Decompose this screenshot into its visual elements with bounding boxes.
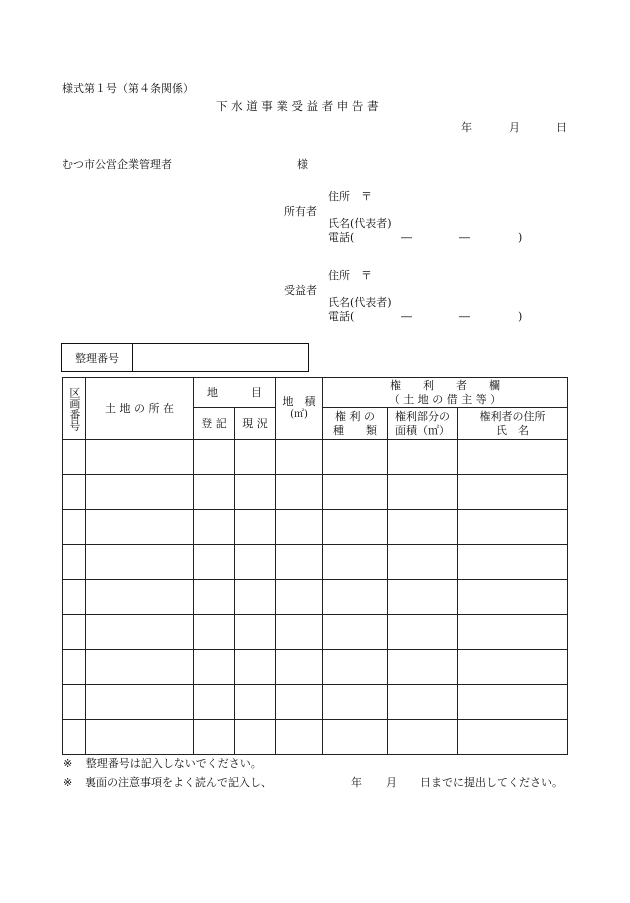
section-number-cell[interactable] <box>63 510 86 545</box>
owner-address-label: 住所 〒 <box>328 190 372 203</box>
header-land-category: 地 目 <box>194 378 276 408</box>
holder-address-cell[interactable] <box>458 510 568 545</box>
land-location-cell[interactable] <box>86 475 194 510</box>
right-type-cell[interactable] <box>323 440 388 475</box>
land-table <box>62 377 568 755</box>
header-actual: 現 況 <box>235 408 276 440</box>
table-row <box>63 580 568 615</box>
right-type-cell[interactable] <box>323 580 388 615</box>
section-number-cell[interactable] <box>63 475 86 510</box>
note-2-year: 年 <box>351 776 362 789</box>
right-area-cell[interactable] <box>388 720 458 755</box>
holder-address-cell[interactable] <box>458 545 568 580</box>
beneficiary-label: 受益者 <box>284 284 317 297</box>
note-2-month: 月 <box>386 776 397 789</box>
note-2 <box>63 777 573 791</box>
holder-address-cell[interactable] <box>458 475 568 510</box>
right-area-cell[interactable] <box>388 685 458 720</box>
section-number-cell[interactable] <box>63 580 86 615</box>
registered-category-cell[interactable] <box>194 475 235 510</box>
right-area-cell[interactable] <box>388 510 458 545</box>
header-land-location: 土 地 の 所 在 <box>86 378 194 440</box>
land-location-cell[interactable] <box>86 510 194 545</box>
honorific: 様 <box>297 158 308 171</box>
actual-category-cell[interactable] <box>235 650 276 685</box>
registered-category-cell[interactable] <box>194 615 235 650</box>
actual-category-cell[interactable] <box>235 720 276 755</box>
area-cell[interactable] <box>276 440 323 475</box>
owner-phone-close: ) <box>518 231 523 244</box>
header-holder-address <box>458 408 568 440</box>
area-cell[interactable] <box>276 475 323 510</box>
reference-number-field[interactable] <box>133 344 308 371</box>
holder-address-cell[interactable] <box>458 720 568 755</box>
header-right-area-line2: 面積（㎡） <box>395 423 450 437</box>
right-area-cell[interactable] <box>388 545 458 580</box>
header-holder-address-line1: 権利者の住所 <box>479 409 546 423</box>
beneficiary-phone-sep2: ― <box>459 310 470 323</box>
area-cell[interactable] <box>276 615 323 650</box>
header-right-area <box>388 408 458 440</box>
right-type-cell[interactable] <box>323 720 388 755</box>
right-type-cell[interactable] <box>323 650 388 685</box>
beneficiary-phone-sep1: ― <box>401 310 412 323</box>
right-area-cell[interactable] <box>388 650 458 685</box>
owner-label: 所有者 <box>284 205 317 218</box>
land-location-cell[interactable] <box>86 615 194 650</box>
land-location-cell[interactable] <box>86 650 194 685</box>
holder-address-cell[interactable] <box>458 650 568 685</box>
beneficiary-name-label: 氏名(代表者) <box>328 296 392 309</box>
header-rights-holder <box>323 378 568 408</box>
area-cell[interactable] <box>276 650 323 685</box>
beneficiary-phone-close: ) <box>518 310 523 323</box>
reference-number-box <box>61 343 309 372</box>
date-year-label: 年 <box>461 121 472 134</box>
land-location-cell[interactable] <box>86 720 194 755</box>
note-2-text-a: 裏面の注意事項をよく読んで記入し、 <box>85 776 272 789</box>
section-number-cell[interactable] <box>63 720 86 755</box>
right-type-cell[interactable] <box>323 510 388 545</box>
header-area-label: 地 積 <box>282 395 316 409</box>
actual-category-cell[interactable] <box>235 685 276 720</box>
header-rights-holder-sub: （ 土 地 の 借 主 等 ） <box>388 392 502 406</box>
right-type-cell[interactable] <box>323 685 388 720</box>
header-right-type-line1: 権 利 の <box>335 409 375 423</box>
land-location-cell[interactable] <box>86 685 194 720</box>
right-type-cell[interactable] <box>323 545 388 580</box>
registered-category-cell[interactable] <box>194 510 235 545</box>
owner-phone-label: 電話( <box>328 231 355 244</box>
registered-category-cell[interactable] <box>194 545 235 580</box>
note-1-text: 整理番号は記入しないでください。 <box>85 757 262 770</box>
area-cell[interactable] <box>276 545 323 580</box>
note-2-mark: ※ <box>63 776 73 789</box>
note-1-mark: ※ <box>63 757 73 770</box>
section-number-cell[interactable] <box>63 615 86 650</box>
right-area-cell[interactable] <box>388 580 458 615</box>
date-day-label: 日 <box>556 121 567 134</box>
registered-category-cell[interactable] <box>194 580 235 615</box>
actual-category-cell[interactable] <box>235 580 276 615</box>
section-number-cell[interactable] <box>63 685 86 720</box>
table-body <box>63 440 568 755</box>
actual-category-cell[interactable] <box>235 545 276 580</box>
registered-category-cell[interactable] <box>194 720 235 755</box>
area-cell[interactable] <box>276 685 323 720</box>
form-number-label: 様式第１号（第４条関係） <box>62 82 194 95</box>
land-location-cell[interactable] <box>86 545 194 580</box>
table-row <box>63 650 568 685</box>
table-row <box>63 475 568 510</box>
header-area-unit: (㎡) <box>290 409 308 421</box>
holder-address-cell[interactable] <box>458 440 568 475</box>
right-area-cell[interactable] <box>388 475 458 510</box>
document-title: 下水道事業受益者申告書 <box>216 99 383 113</box>
actual-category-cell[interactable] <box>235 475 276 510</box>
right-type-cell[interactable] <box>323 475 388 510</box>
header-rights-holder-label: 権 利 者 欄 <box>390 378 500 392</box>
registered-category-cell[interactable] <box>194 685 235 720</box>
area-cell[interactable] <box>276 720 323 755</box>
right-type-cell[interactable] <box>323 615 388 650</box>
addressee: むつ市公営企業管理者 <box>62 158 172 171</box>
land-location-cell[interactable] <box>86 580 194 615</box>
table-row <box>63 510 568 545</box>
beneficiary-phone-label: 電話( <box>328 310 355 323</box>
section-number-cell[interactable] <box>63 440 86 475</box>
right-area-cell[interactable] <box>388 440 458 475</box>
holder-address-cell[interactable] <box>458 685 568 720</box>
header-right-area-line1: 権利部分の <box>395 409 450 423</box>
owner-phone-sep1: ― <box>401 231 412 244</box>
date-month-label: 月 <box>509 121 520 134</box>
header-section-number: 区画番号 <box>63 378 86 440</box>
section-number-cell[interactable] <box>63 545 86 580</box>
note-2-text-b: 日までに提出してください。 <box>420 776 563 789</box>
reference-number-label: 整理番号 <box>62 344 133 371</box>
right-area-cell[interactable] <box>388 615 458 650</box>
header-right-type <box>323 408 388 440</box>
owner-phone-sep2: ― <box>459 231 470 244</box>
holder-address-cell[interactable] <box>458 615 568 650</box>
table-row <box>63 685 568 720</box>
header-holder-address-line2: 氏 名 <box>496 423 529 437</box>
table-row <box>63 545 568 580</box>
actual-category-cell[interactable] <box>235 440 276 475</box>
note-1 <box>63 758 563 769</box>
land-location-cell[interactable] <box>86 440 194 475</box>
header-registered: 登 記 <box>194 408 235 440</box>
actual-category-cell[interactable] <box>235 615 276 650</box>
holder-address-cell[interactable] <box>458 580 568 615</box>
section-number-cell[interactable] <box>63 650 86 685</box>
actual-category-cell[interactable] <box>235 510 276 545</box>
registered-category-cell[interactable] <box>194 440 235 475</box>
table-row <box>63 440 568 475</box>
owner-name-label: 氏名(代表者) <box>328 217 392 230</box>
table-row <box>63 720 568 755</box>
registered-category-cell[interactable] <box>194 650 235 685</box>
beneficiary-address-label: 住所 〒 <box>328 269 372 282</box>
header-area <box>276 378 323 440</box>
header-right-type-line2: 種 類 <box>333 423 377 437</box>
table-row <box>63 615 568 650</box>
area-cell[interactable] <box>276 580 323 615</box>
area-cell[interactable] <box>276 510 323 545</box>
